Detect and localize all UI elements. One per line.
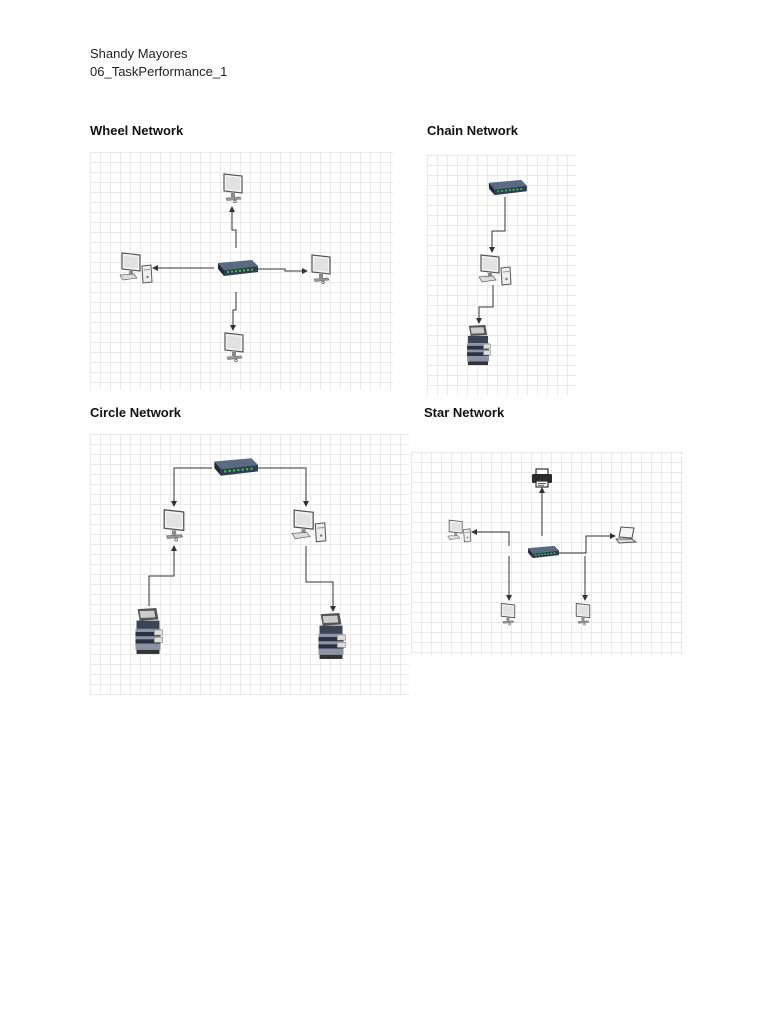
copier-icon [318,613,345,659]
monitor-icon [164,510,184,541]
printer-icon [532,469,552,487]
monitor-icon [576,604,590,626]
wheel-network-title: Wheel Network [90,123,184,138]
network-switch-icon [489,180,527,195]
monitor-icon [225,333,243,362]
copier-icon [467,325,491,365]
network-switch-icon [528,546,559,558]
author-name: Shandy Mayores [90,46,188,61]
desktop-computer-icon [120,253,152,283]
star-network-diagram [411,452,684,655]
wheel-network-diagram [90,152,393,390]
copier-icon [135,608,162,654]
laptop-icon [616,527,636,543]
network-switch-icon [218,260,258,276]
monitor-icon [501,604,515,626]
chain-network-diagram [427,155,576,395]
desktop-computer-icon [292,510,326,542]
assignment-title: 06_TaskPerformance_1 [90,64,228,79]
star-network-title: Star Network [424,405,505,420]
monitor-icon [312,255,330,284]
desktop-computer-icon [448,520,471,542]
desktop-computer-icon [479,255,511,285]
monitor-icon [224,174,242,203]
circle-network-diagram [90,434,409,695]
network-switch-icon [214,458,258,475]
chain-network-title: Chain Network [427,123,519,138]
circle-network-title: Circle Network [90,405,182,420]
